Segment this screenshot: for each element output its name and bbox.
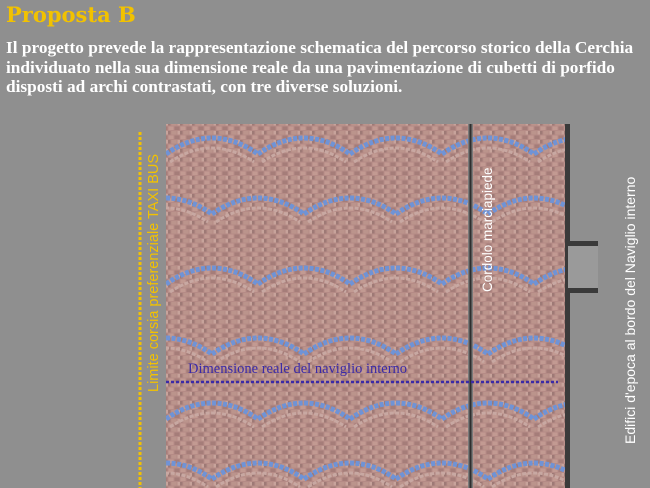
curb-label: Cordolo marciapiede: [480, 167, 495, 292]
curb-line-edge: [470, 124, 472, 488]
light-arc: [78, 413, 162, 427]
paving-area: [166, 124, 568, 488]
intro-paragraph: Il progetto prevede la rappresentazione schematica del percorso storico della Cerchia individuato nella sua dimensione reale da una pavimentazione di cubetti di porfido disposti ad archi contrastati, con tre diverse soluzioni.: [6, 38, 634, 97]
blue-arc: [74, 138, 166, 154]
buildings-label: Edifici d'epoca al bordo del Naviglio interno: [622, 176, 638, 444]
building-recess-bottom: [568, 288, 598, 293]
building-wall: [565, 124, 570, 488]
building-recess: [568, 246, 598, 288]
naviglio-dimension-label: Dimensione reale del naviglio interno: [188, 361, 408, 377]
blue-arc: [74, 403, 166, 419]
page-title: Proposta B: [6, 2, 136, 27]
taxi-bus-limit-label: Limite corsia preferenziale TAXI BUS: [146, 153, 162, 392]
building-recess-top: [568, 241, 598, 246]
